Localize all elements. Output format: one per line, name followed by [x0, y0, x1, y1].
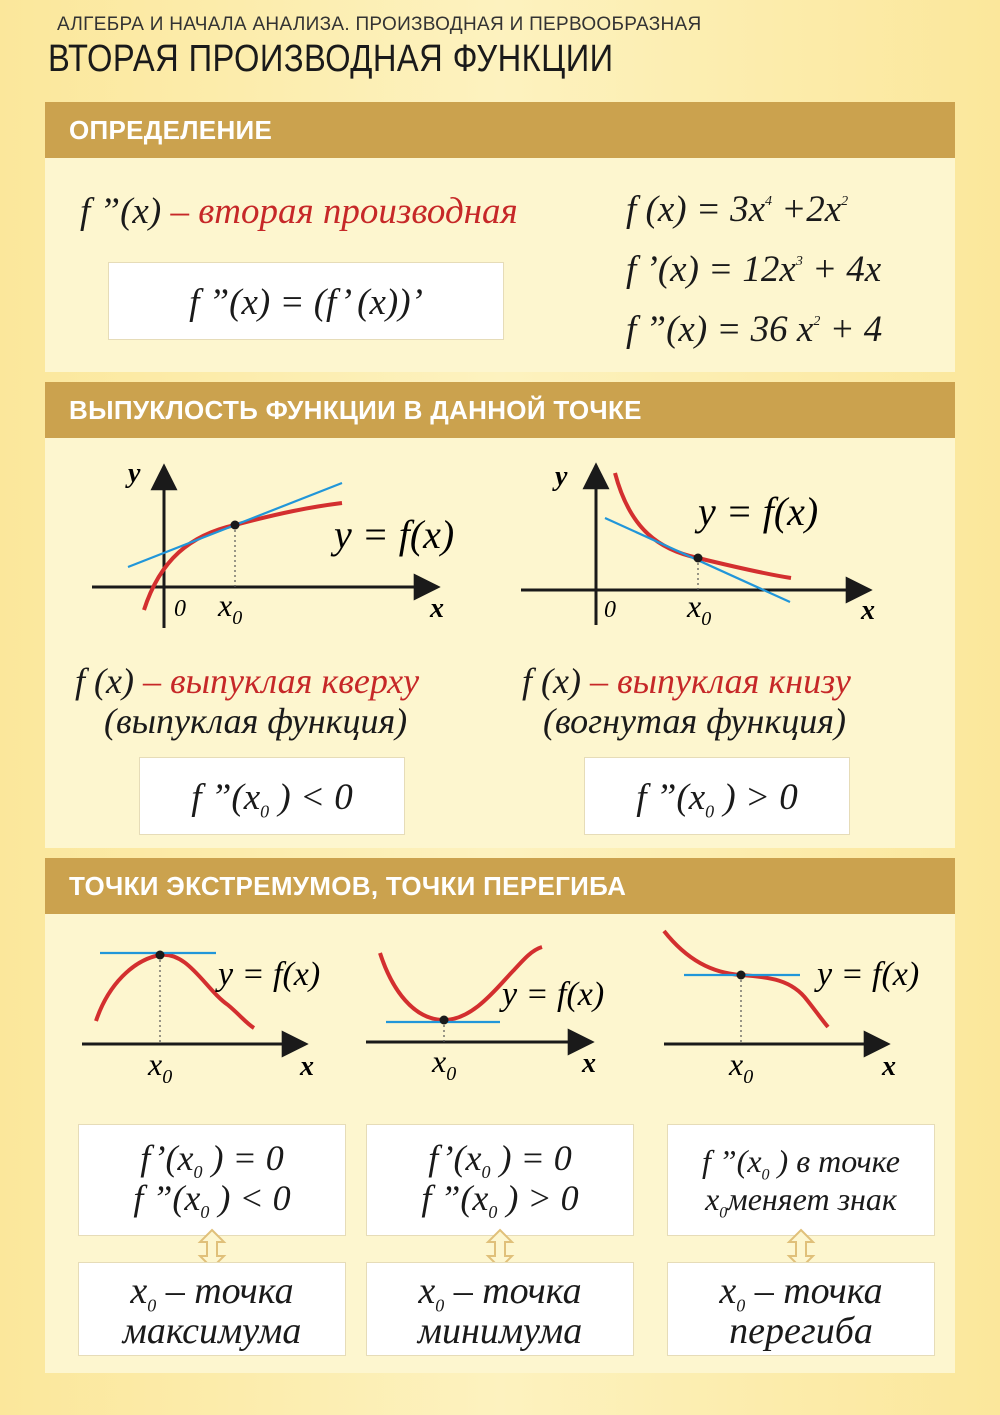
x-axis-label: x	[861, 595, 875, 626]
convex-down-description: f (x) – выпуклая книзу	[522, 661, 851, 701]
minimum-result-box	[366, 1262, 634, 1356]
convex-up-description: f (x) – выпуклая кверху	[75, 661, 420, 701]
inflection-condition-1: f $”(x_0$ ) в точке	[701, 1143, 900, 1184]
definition-formula: f ”(x) = (f’ (x))’	[189, 282, 423, 323]
x0-label: $x_0$	[687, 588, 712, 630]
definition-lhs: f ”(x)	[80, 191, 162, 232]
x0-label: $x_0$	[729, 1046, 754, 1088]
maximum-condition-box	[78, 1124, 346, 1236]
section-heading-convexity: ВЫПУКЛОСТЬ ФУНКЦИИ В ДАННОЙ ТОЧКЕ	[45, 382, 955, 438]
example-line-1: f $(x) = 3x^4 +2x^2$	[626, 189, 849, 230]
convex-down-condition: f $”(x_0$ ) > 0	[636, 777, 798, 822]
definition-formula-box	[108, 262, 504, 340]
tangent-point	[231, 521, 240, 530]
inflection-result-2: перегиба	[729, 1310, 873, 1352]
inflection-condition-2: $x_0меняет$ знак	[705, 1181, 897, 1222]
supertitle: АЛГЕБРА И НАЧАЛА АНАЛИЗА. ПРОИЗВОДНАЯ И ПЕРВООБРАЗНАЯ	[57, 14, 702, 35]
origin-label: 0	[174, 596, 186, 622]
inflection-point	[737, 971, 746, 980]
minimum-condition-box	[366, 1124, 634, 1236]
maximum-result-2: максимума	[122, 1310, 302, 1352]
definition-rhs: – вторая производная	[161, 191, 518, 232]
maximum-result-box	[78, 1262, 346, 1356]
function-label: y = f(x)	[218, 956, 321, 993]
tangent-point	[694, 554, 703, 563]
inflection-condition-box	[667, 1124, 935, 1236]
maximum-condition-1: $f’(x_0$ ) = 0	[140, 1138, 284, 1183]
section-heading-definition: ОПРЕДЕЛЕНИЕ	[45, 102, 955, 158]
y-axis-label: y	[128, 458, 141, 489]
x-axis-label: x	[430, 593, 444, 624]
example-line-3: f ”(x) = 36 $x^2 + 4$	[626, 309, 883, 350]
x-axis-label: x	[582, 1048, 596, 1079]
x0-label: $x_0$	[432, 1043, 457, 1085]
x-axis-label: x	[300, 1051, 314, 1082]
minimum-result-1: $x_0$ – точка	[418, 1270, 582, 1316]
inflection-curve	[664, 931, 828, 1027]
convex-up-subtitle: (выпуклая функция)	[104, 701, 408, 741]
inflection-result-1: $x_0$ – точка	[719, 1270, 883, 1316]
definition-text	[80, 190, 518, 233]
origin-label: 0	[604, 597, 616, 623]
maximum-graph	[78, 935, 348, 1088]
page-title: ВТОРАЯ ПРОИЗВОДНАЯ ФУНКЦИИ	[48, 38, 614, 80]
maximum-condition-2: f $”(x_0$ ) < 0	[133, 1178, 291, 1223]
minimum-condition-2: f $”(x_0$ ) > 0	[421, 1178, 579, 1223]
y-axis-label: y	[555, 461, 568, 492]
maximum-result-1: $x_0$ – точка	[130, 1270, 294, 1316]
function-label: y = f(x)	[698, 489, 819, 534]
convex-down-graph	[515, 455, 935, 645]
extremum-point	[156, 951, 165, 960]
function-label: y = f(x)	[334, 512, 455, 557]
convex-up-graph	[80, 450, 500, 640]
section-heading-extremum: ТОЧКИ ЭКСТРЕМУМОВ, ТОЧКИ ПЕРЕГИБА	[45, 858, 955, 914]
convex-up-condition: f $”(x_0$ ) < 0	[191, 777, 353, 822]
function-label: y = f(x)	[502, 976, 605, 1013]
example-line-2: f ’(x) = $12x^3 + 4x$	[626, 249, 882, 290]
convex-down-condition-box	[584, 757, 850, 835]
minimum-condition-1: $f’(x_0$ ) = 0	[428, 1138, 572, 1183]
inflection-result-box	[667, 1262, 935, 1356]
concave-curve	[144, 503, 342, 610]
inflection-graph	[662, 925, 952, 1088]
extremum-point	[440, 1016, 449, 1025]
minimum-result-2: минимума	[417, 1310, 583, 1352]
convex-down-subtitle: (вогнутая функция)	[543, 701, 846, 741]
function-label: y = f(x)	[817, 956, 920, 993]
x0-label: $x_0$	[218, 587, 243, 629]
convex-up-condition-box	[139, 757, 405, 835]
x-axis-label: x	[882, 1051, 896, 1082]
minimum-graph	[364, 935, 634, 1085]
x0-label: $x_0$	[148, 1046, 173, 1088]
